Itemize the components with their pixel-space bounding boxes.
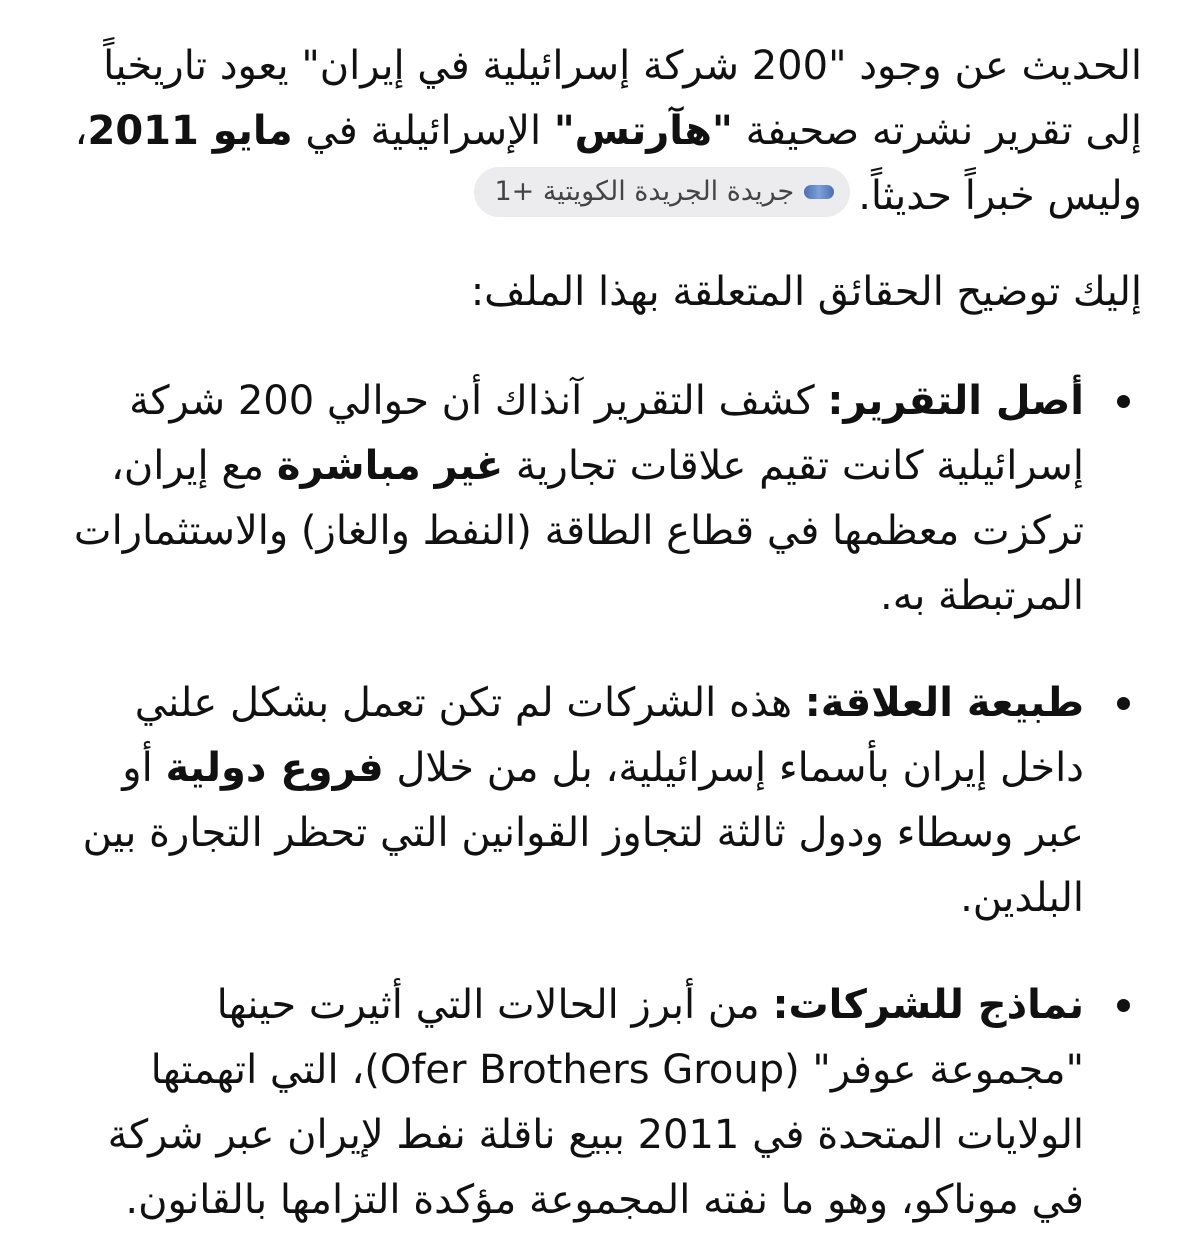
- bullet-dot-icon: [1117, 697, 1130, 710]
- list-item-emphasis: غير مباشرة: [276, 443, 504, 489]
- list-item-body: من أبرز الحالات التي أثيرت حينها "مجموعة عوفر" (: [216, 982, 1084, 1093]
- list-item-text: [70, 369, 1084, 629]
- source-citation-chip[interactable]: [474, 167, 850, 217]
- list-item-body: )، التي اتهمتها الولايات المتحدة في 2011 ببيع ناقلة نفط لإيران عبر شركة في موناكو، وهو ما نفته المجموعة مؤكدة التزامها بالقانون.: [107, 1047, 1084, 1223]
- summary-text: ، وليس خبراً حديثاً.: [74, 108, 1142, 219]
- list-item-body: مع إيران، تركزت معظمها في قطاع الطاقة (النفط والغاز) والاستثمارات المرتبطة به.: [73, 443, 1084, 619]
- list-item-title: طبيعة العلاقة:: [804, 680, 1084, 726]
- bullet-dot-icon: [1117, 395, 1130, 408]
- list-item: [70, 671, 1142, 931]
- bullet-dot-icon: [1117, 999, 1130, 1012]
- list-item-emphasis: فروع دولية: [165, 745, 384, 791]
- haaretz-bold: "هآرتس": [553, 108, 733, 154]
- source-chip-label: جريدة الجريدة الكويتية +1: [494, 176, 795, 207]
- list-item-text: [70, 973, 1084, 1233]
- list-item-body: هذه الشركات لم تكن تعمل بشكل علني داخل إيران بأسماء إسرائيلية، بل من خلال: [134, 680, 1084, 791]
- list-item-text: [70, 671, 1084, 931]
- facts-list: [70, 369, 1142, 1233]
- list-item-body: أو عبر وسطاء ودول ثالثة لتجاوز القوانين التي تحظر التجارة بين البلدين.: [82, 745, 1084, 921]
- list-item-body: كشف التقرير آنذاك أن حوالي 200 شركة إسرائيلية كانت تقيم علاقات تجارية: [129, 378, 1084, 489]
- summary-paragraph: [70, 34, 1142, 229]
- newspaper-logo-icon: [804, 185, 834, 199]
- intro-line: إليك توضيح الحقائق المتعلقة بهذا الملف:: [470, 269, 1142, 315]
- summary-text: الإسرائيلية في: [292, 108, 554, 154]
- summary-text: الحديث عن وجود "200 شركة إسرائيلية في إيران" يعود تاريخياً إلى تقرير نشرته صحيفة: [103, 43, 1142, 154]
- list-item-title: نماذج للشركات:: [772, 982, 1084, 1028]
- date-bold: مايو 2011: [87, 108, 293, 154]
- list-item: [70, 973, 1142, 1233]
- list-item: [70, 369, 1142, 629]
- list-item-title: أصل التقرير:: [827, 378, 1084, 424]
- company-latin-name: Ofer Brothers Group: [379, 1047, 785, 1093]
